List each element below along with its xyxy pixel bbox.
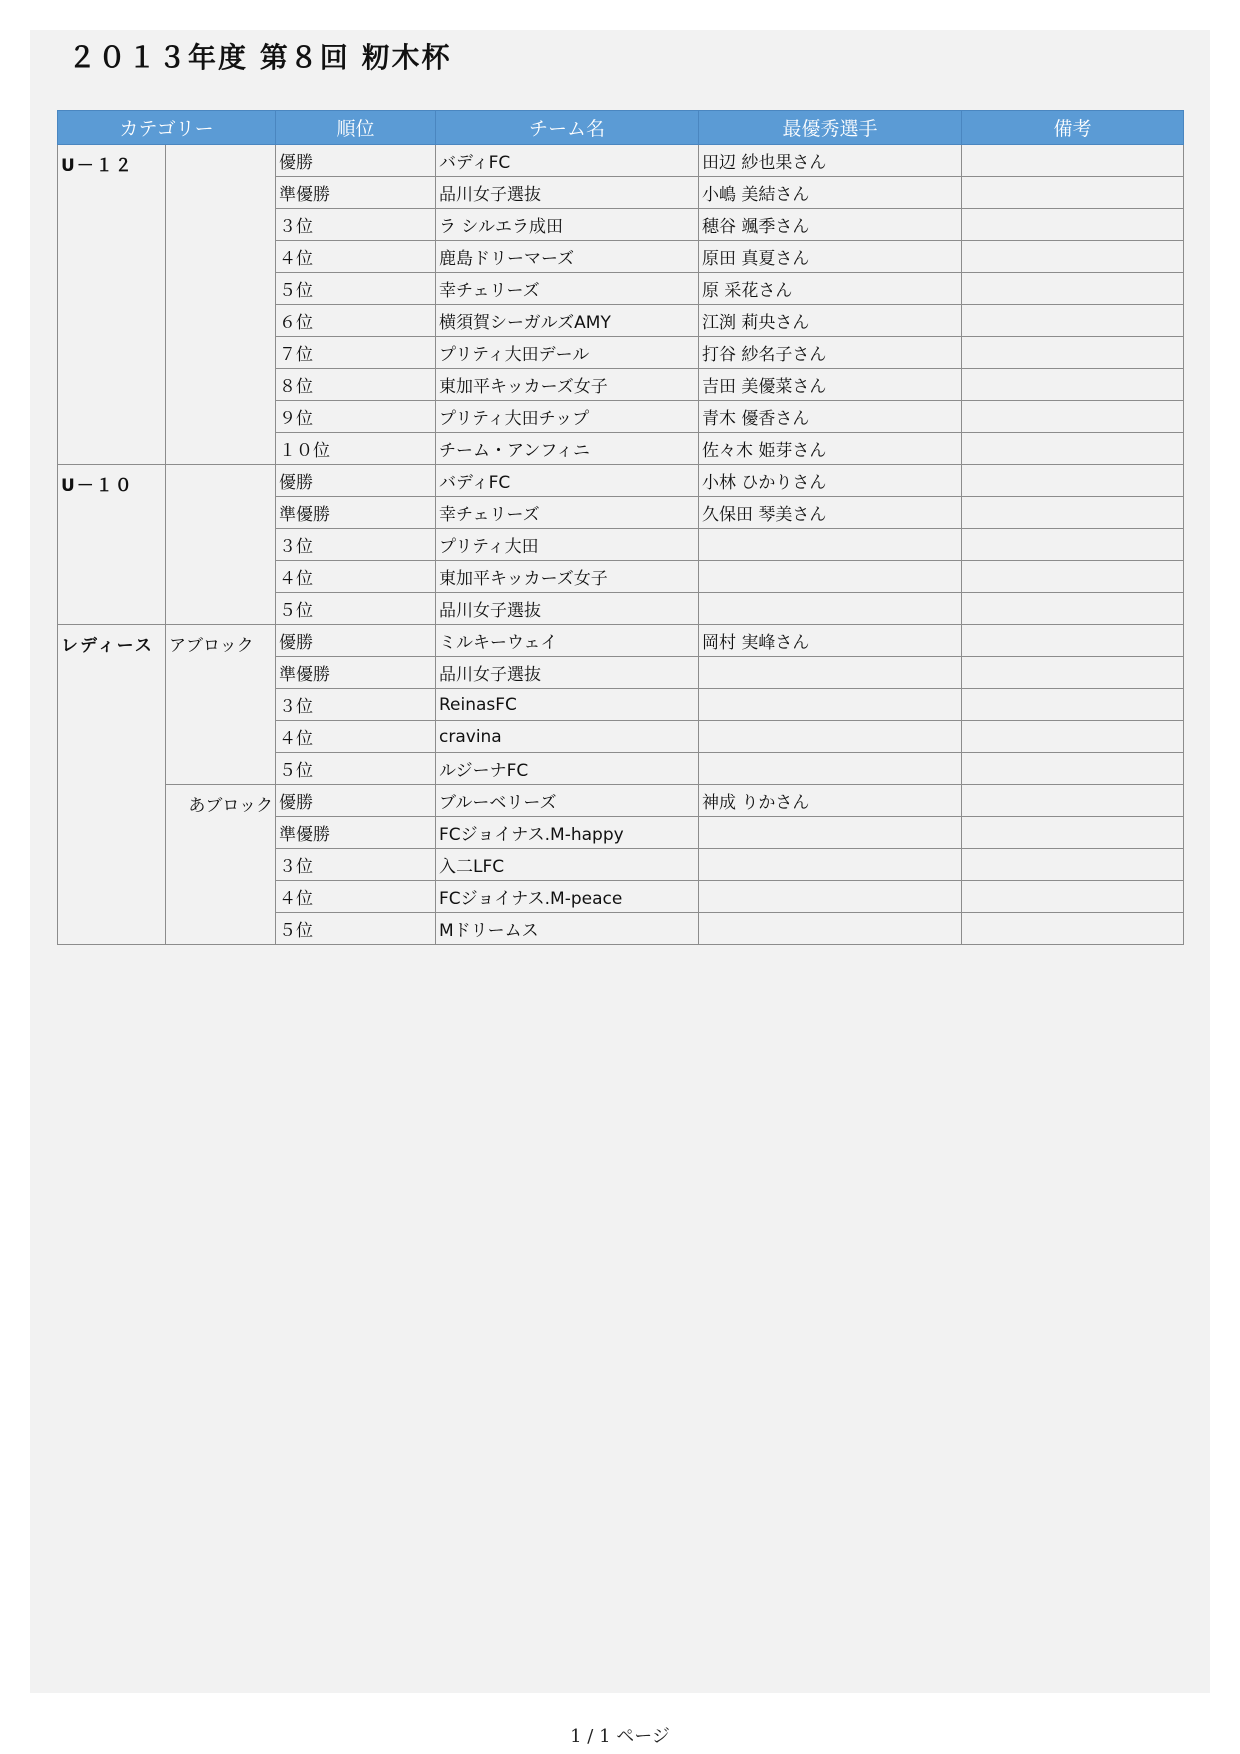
note-cell: [962, 817, 1184, 849]
note-cell: [962, 657, 1184, 689]
rank-cell: ５位: [276, 273, 436, 305]
note-cell: [962, 401, 1184, 433]
mvp-cell: [699, 689, 962, 721]
rank-cell: 優勝: [276, 145, 436, 177]
table-row: [58, 785, 1184, 817]
team-cell: ルジーナFC: [436, 753, 699, 785]
rank-cell: ４位: [276, 721, 436, 753]
block-cell: [166, 145, 276, 465]
mvp-cell: [699, 913, 962, 945]
note-cell: [962, 689, 1184, 721]
team-cell: 幸チェリーズ: [436, 273, 699, 305]
team-cell: 幸チェリーズ: [436, 497, 699, 529]
table-row: [58, 145, 1184, 177]
mvp-cell: [699, 529, 962, 561]
team-cell: FCジョイナス.M-peace: [436, 881, 699, 913]
page-footer: 1 / 1 ページ: [570, 1726, 670, 1747]
team-cell: 東加平キッカーズ女子: [436, 561, 699, 593]
rank-cell: 優勝: [276, 465, 436, 497]
rank-cell: 準優勝: [276, 177, 436, 209]
page-sheet: [30, 30, 1210, 1693]
block-cell: アブロック: [166, 625, 276, 785]
mvp-cell: 穂谷 颯季さん: [699, 209, 962, 241]
rank-cell: ９位: [276, 401, 436, 433]
mvp-cell: [699, 881, 962, 913]
table-row: [58, 625, 1184, 657]
rank-cell: 優勝: [276, 785, 436, 817]
note-cell: [962, 433, 1184, 465]
team-cell: チーム・アンフィニ: [436, 433, 699, 465]
rank-cell: 準優勝: [276, 817, 436, 849]
header-mvp: 最優秀選手: [699, 111, 962, 145]
rank-cell: ３位: [276, 849, 436, 881]
team-cell: 東加平キッカーズ女子: [436, 369, 699, 401]
category-cell: U－１０: [58, 465, 166, 625]
team-cell: ラ シルエラ成田: [436, 209, 699, 241]
mvp-cell: [699, 753, 962, 785]
header-team: チーム名: [436, 111, 699, 145]
mvp-cell: 吉田 美優菜さん: [699, 369, 962, 401]
note-cell: [962, 913, 1184, 945]
rank-cell: 準優勝: [276, 497, 436, 529]
note-cell: [962, 273, 1184, 305]
note-cell: [962, 721, 1184, 753]
header-note: 備考: [962, 111, 1184, 145]
team-cell: 品川女子選抜: [436, 177, 699, 209]
rank-cell: ３位: [276, 529, 436, 561]
rank-cell: ７位: [276, 337, 436, 369]
rank-cell: ３位: [276, 209, 436, 241]
note-cell: [962, 241, 1184, 273]
team-cell: FCジョイナス.M-happy: [436, 817, 699, 849]
mvp-cell: 佐々木 姫芽さん: [699, 433, 962, 465]
mvp-cell: [699, 721, 962, 753]
note-cell: [962, 881, 1184, 913]
rank-cell: １０位: [276, 433, 436, 465]
rank-cell: ４位: [276, 561, 436, 593]
rank-cell: ４位: [276, 881, 436, 913]
rank-cell: ４位: [276, 241, 436, 273]
note-cell: [962, 849, 1184, 881]
rank-cell: 優勝: [276, 625, 436, 657]
note-cell: [962, 625, 1184, 657]
mvp-cell: 青木 優香さん: [699, 401, 962, 433]
header-rank: 順位: [276, 111, 436, 145]
category-cell: U－１２: [58, 145, 166, 465]
team-cell: ブルーベリーズ: [436, 785, 699, 817]
mvp-cell: [699, 817, 962, 849]
note-cell: [962, 529, 1184, 561]
mvp-cell: 小林 ひかりさん: [699, 465, 962, 497]
team-cell: Mドリームス: [436, 913, 699, 945]
note-cell: [962, 753, 1184, 785]
note-cell: [962, 209, 1184, 241]
mvp-cell: [699, 561, 962, 593]
team-cell: 品川女子選抜: [436, 593, 699, 625]
mvp-cell: 原田 真夏さん: [699, 241, 962, 273]
note-cell: [962, 593, 1184, 625]
team-cell: ミルキーウェイ: [436, 625, 699, 657]
note-cell: [962, 465, 1184, 497]
mvp-cell: [699, 849, 962, 881]
team-cell: バディFC: [436, 465, 699, 497]
rank-cell: ５位: [276, 593, 436, 625]
results-table: [57, 110, 1184, 945]
rank-cell: ５位: [276, 913, 436, 945]
team-cell: 鹿島ドリーマーズ: [436, 241, 699, 273]
category-cell: レディース: [58, 625, 166, 945]
mvp-cell: 岡村 実峰さん: [699, 625, 962, 657]
rank-cell: ３位: [276, 689, 436, 721]
header-row: [58, 111, 1184, 145]
mvp-cell: 小嶋 美結さん: [699, 177, 962, 209]
rank-cell: ８位: [276, 369, 436, 401]
mvp-cell: 神成 りかさん: [699, 785, 962, 817]
note-cell: [962, 337, 1184, 369]
mvp-cell: 江渕 莉央さん: [699, 305, 962, 337]
team-cell: 入二LFC: [436, 849, 699, 881]
team-cell: プリティ大田チップ: [436, 401, 699, 433]
team-cell: プリティ大田: [436, 529, 699, 561]
note-cell: [962, 561, 1184, 593]
note-cell: [962, 305, 1184, 337]
mvp-cell: 打谷 紗名子さん: [699, 337, 962, 369]
mvp-cell: 原 采花さん: [699, 273, 962, 305]
mvp-cell: [699, 657, 962, 689]
team-cell: ReinasFC: [436, 689, 699, 721]
mvp-cell: 田辺 紗也果さん: [699, 145, 962, 177]
block-cell: [166, 465, 276, 625]
note-cell: [962, 145, 1184, 177]
mvp-cell: 久保田 琴美さん: [699, 497, 962, 529]
note-cell: [962, 369, 1184, 401]
note-cell: [962, 497, 1184, 529]
rank-cell: ５位: [276, 753, 436, 785]
team-cell: バディFC: [436, 145, 699, 177]
rank-cell: ６位: [276, 305, 436, 337]
team-cell: プリティ大田デール: [436, 337, 699, 369]
rank-cell: 準優勝: [276, 657, 436, 689]
mvp-cell: [699, 593, 962, 625]
header-category: カテゴリー: [58, 111, 276, 145]
team-cell: 品川女子選抜: [436, 657, 699, 689]
note-cell: [962, 177, 1184, 209]
table-row: [58, 465, 1184, 497]
block-cell: あブロック: [166, 785, 276, 945]
note-cell: [962, 785, 1184, 817]
team-cell: 横須賀シーガルズAMY: [436, 305, 699, 337]
document-title: ２０１３年度 第８回 籾木杯: [68, 41, 452, 74]
team-cell: cravina: [436, 721, 699, 753]
